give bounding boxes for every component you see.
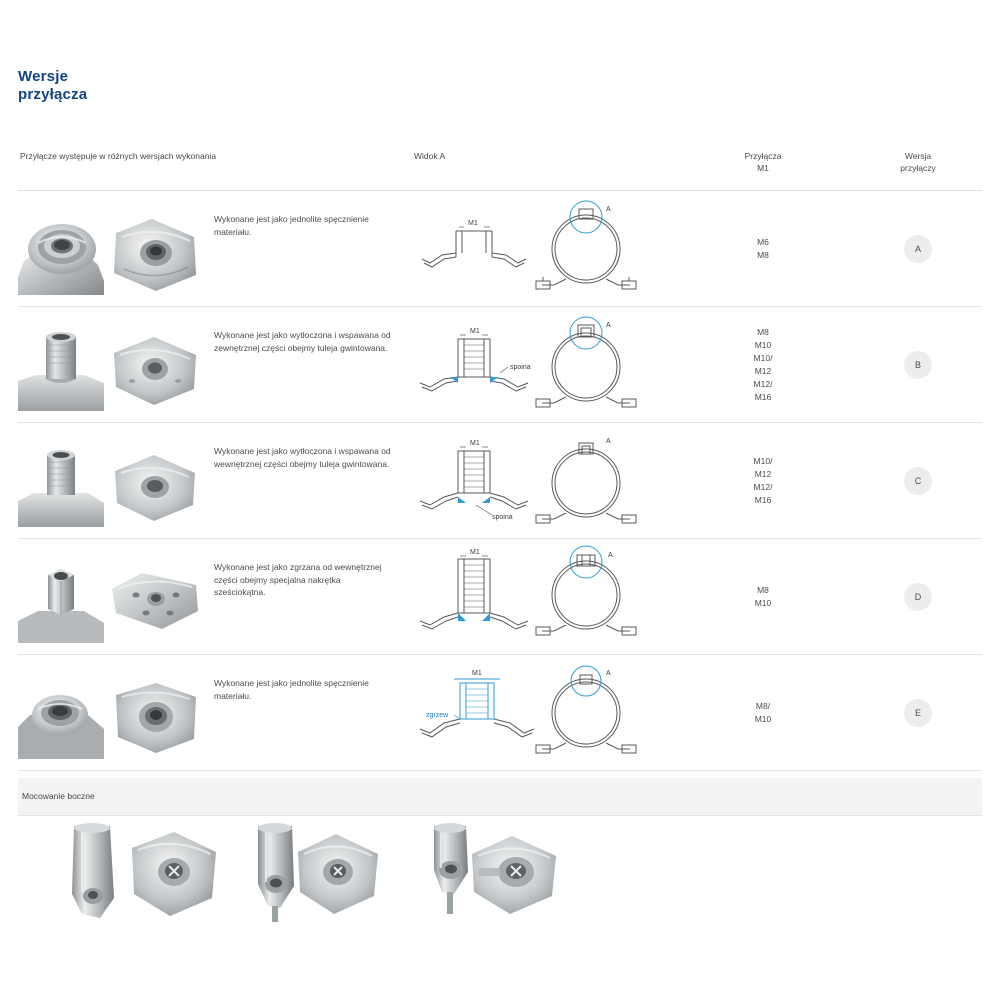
version-badge: C	[904, 467, 932, 495]
page-title-line1: Wersje	[18, 68, 69, 85]
m1-size: M8	[757, 326, 769, 337]
header-view: Widok A	[414, 151, 446, 161]
m1-size: M10	[754, 339, 772, 350]
versions-table	[18, 138, 982, 771]
row-description: Wykonane jest jako jednolite spęcznienie materiału.	[214, 214, 369, 237]
drawing-label-weld: zgrzew	[426, 712, 449, 719]
row-connection-sizes	[708, 307, 818, 422]
row-version	[863, 307, 973, 422]
drawing-label-m1: M1	[470, 328, 480, 335]
m1-size: M8	[757, 584, 769, 595]
row-version	[863, 655, 973, 770]
row-version	[863, 539, 973, 654]
table-row	[18, 655, 982, 771]
connection-photo-c2	[112, 435, 198, 527]
row-photos	[18, 315, 198, 415]
table-header	[18, 138, 982, 191]
drawing-label-a: A	[606, 670, 611, 677]
m1-size: M10/	[753, 455, 773, 466]
row-photos	[18, 199, 198, 299]
side-mount-photo-2	[126, 822, 222, 926]
m1-size: M10	[754, 597, 772, 608]
row-drawing	[414, 313, 684, 417]
table-row	[18, 539, 982, 655]
header-connections	[708, 150, 818, 174]
row-description: Wykonane jest jako jednolite spęcznienie materiału.	[214, 678, 369, 701]
section-strip-side-mount	[18, 778, 982, 816]
row-drawing	[414, 197, 684, 301]
connection-photo-b2	[112, 319, 198, 411]
connection-photo-a2	[112, 203, 198, 295]
version-badge: B	[904, 351, 932, 379]
section-label: Mocowanie boczne	[22, 791, 95, 801]
connection-photo-e1	[18, 667, 104, 759]
row-photos	[18, 547, 198, 647]
version-badge: A	[904, 235, 932, 263]
connection-photo-c1	[18, 435, 104, 527]
m1-size: M10	[754, 713, 772, 724]
connection-photo-d2	[112, 551, 198, 643]
table-row	[18, 423, 982, 539]
page-title	[18, 68, 87, 104]
drawing-label-a: A	[606, 438, 611, 445]
header-version-line1: Wersja	[904, 151, 932, 161]
row-photos	[18, 663, 198, 763]
m1-size: M12	[754, 365, 772, 376]
drawing-label-m1: M1	[468, 220, 478, 227]
connection-photo-a1	[18, 203, 104, 295]
row-description: Wykonane jest jako zgrzana od wewnętrznej części obejmy specjalna nakrętka sześciokątna.	[214, 562, 382, 597]
drawing-label-a: A	[608, 552, 613, 559]
header-connections-line1: Przyłącza	[744, 151, 782, 161]
m1-size: M6	[757, 236, 769, 247]
side-mount-gallery	[18, 822, 982, 932]
header-connections-line2: M1	[757, 163, 769, 173]
m1-size: M16	[754, 391, 772, 402]
row-drawing	[414, 545, 684, 649]
m1-size: M8/	[755, 700, 771, 711]
page-title-line2: przyłącza	[18, 86, 88, 103]
drawing-label-m1: M1	[470, 440, 480, 447]
m1-size: M12/	[753, 378, 773, 389]
row-version	[863, 423, 973, 538]
header-description: Przyłącze występuje w różnych wersjach wykonania	[20, 151, 217, 161]
m1-size: M8	[757, 249, 769, 260]
row-description: Wykonane jest jako wytłoczona i wspawana od wewnętrznej części obejmy tuleja gwintowana.	[214, 446, 391, 469]
row-version	[863, 191, 973, 306]
drawing-label-m1: M1	[472, 670, 482, 677]
drawing-label-weld: spoina	[492, 514, 513, 521]
drawing-label-weld: spoina	[510, 364, 531, 371]
m1-size: M12/	[753, 481, 773, 492]
row-drawing	[414, 661, 684, 765]
version-badge: D	[904, 583, 932, 611]
version-badge: E	[904, 699, 932, 727]
row-connection-sizes	[708, 423, 818, 538]
connection-photo-b1	[18, 319, 104, 411]
drawing-label-m1: M1	[470, 549, 480, 556]
side-mount-photo-4	[290, 822, 386, 926]
row-connection-sizes	[708, 191, 818, 306]
header-version	[863, 150, 973, 174]
row-connection-sizes	[708, 655, 818, 770]
drawing-label-a: A	[606, 206, 611, 213]
table-row	[18, 191, 982, 307]
connection-photo-e2	[112, 667, 198, 759]
connection-photo-d1	[18, 551, 104, 643]
row-connection-sizes	[708, 539, 818, 654]
side-mount-photo-6	[466, 822, 562, 926]
row-photos	[18, 431, 198, 531]
drawing-label-a: A	[606, 322, 611, 329]
header-version-line2: przyłączy	[900, 163, 936, 173]
row-drawing	[414, 429, 684, 533]
table-row	[18, 307, 982, 423]
row-description: Wykonane jest jako wytłoczona i wspawana od zewnętrznej części obejmy tuleja gwintowana.	[214, 330, 391, 353]
m1-size: M12	[754, 468, 772, 479]
m1-size: M10/	[753, 352, 773, 363]
m1-size: M16	[754, 494, 772, 505]
